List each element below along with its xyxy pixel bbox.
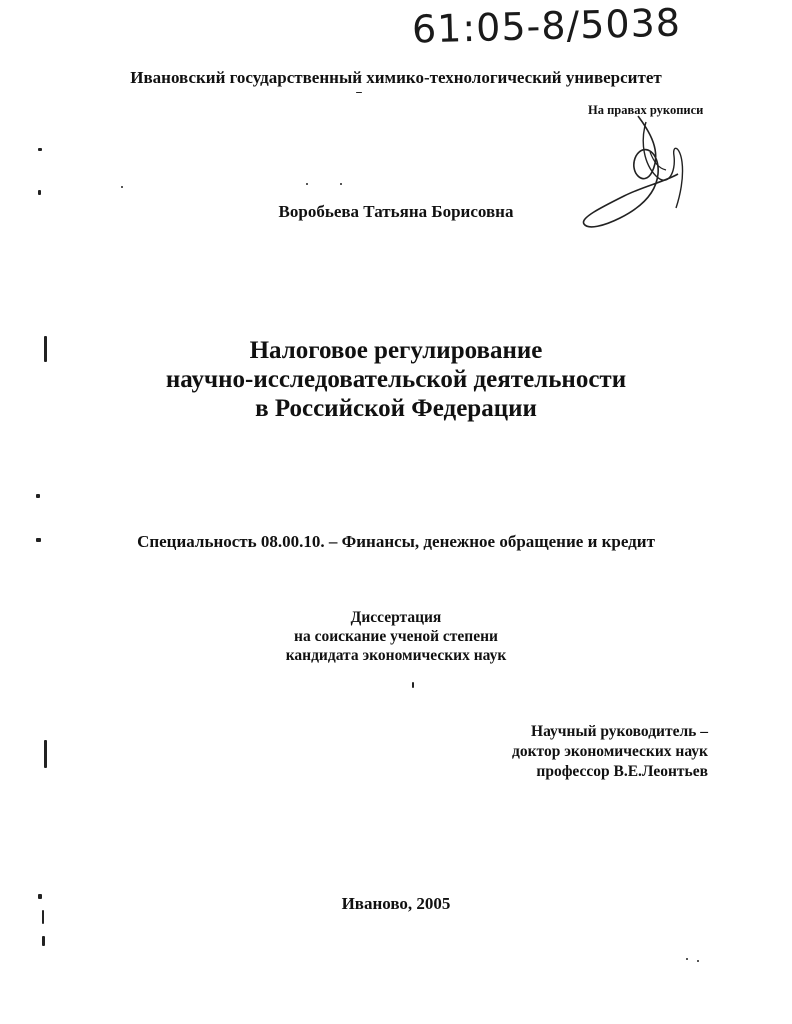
scan-speck (340, 183, 342, 185)
scan-speck (36, 538, 41, 542)
degree-line: Диссертация (350, 609, 442, 626)
university-name: Ивановский государственный химико-технологический университет (130, 68, 662, 87)
scan-speck (44, 740, 47, 768)
dissertation-title (0, 336, 792, 423)
scientific-advisor-block (468, 722, 708, 782)
scan-speck (412, 682, 414, 688)
scan-speck (38, 894, 42, 899)
scan-speck (697, 960, 699, 962)
scan-speck (42, 936, 45, 946)
scan-speck (356, 92, 362, 93)
scan-speck (44, 336, 47, 362)
scan-speck (38, 148, 42, 151)
scan-speck (36, 494, 40, 498)
title-line: в Российской Федерации (255, 395, 537, 422)
title-line: научно-исследовательской деятельности (165, 366, 627, 393)
advisor-line: профессор В.Е.Леонтьев (536, 763, 708, 780)
dissertation-degree-block (0, 608, 792, 665)
degree-line: на соискание ученой степени (294, 628, 498, 645)
advisor-line: доктор экономических наук (512, 743, 708, 760)
degree-line: кандидата экономических наук (285, 647, 507, 664)
city-year: Иваново, 2005 (341, 894, 451, 913)
scan-speck (121, 186, 123, 188)
author-name: Воробьева Татьяна Борисовна (278, 202, 514, 221)
specialty-line: Специальность 08.00.10. – Финансы, денежное обращение и кредит (137, 532, 655, 551)
scan-speck (686, 958, 688, 960)
advisor-line: Научный руководитель – (531, 723, 708, 740)
scan-speck (38, 190, 41, 195)
scan-speck (42, 910, 44, 924)
manuscript-rights-label: На правах рукописи (588, 103, 704, 117)
archive-code-handwritten: 61:05-8/5038 (411, 0, 682, 52)
scan-speck (306, 183, 308, 185)
title-line: Налоговое регулирование (249, 337, 543, 364)
